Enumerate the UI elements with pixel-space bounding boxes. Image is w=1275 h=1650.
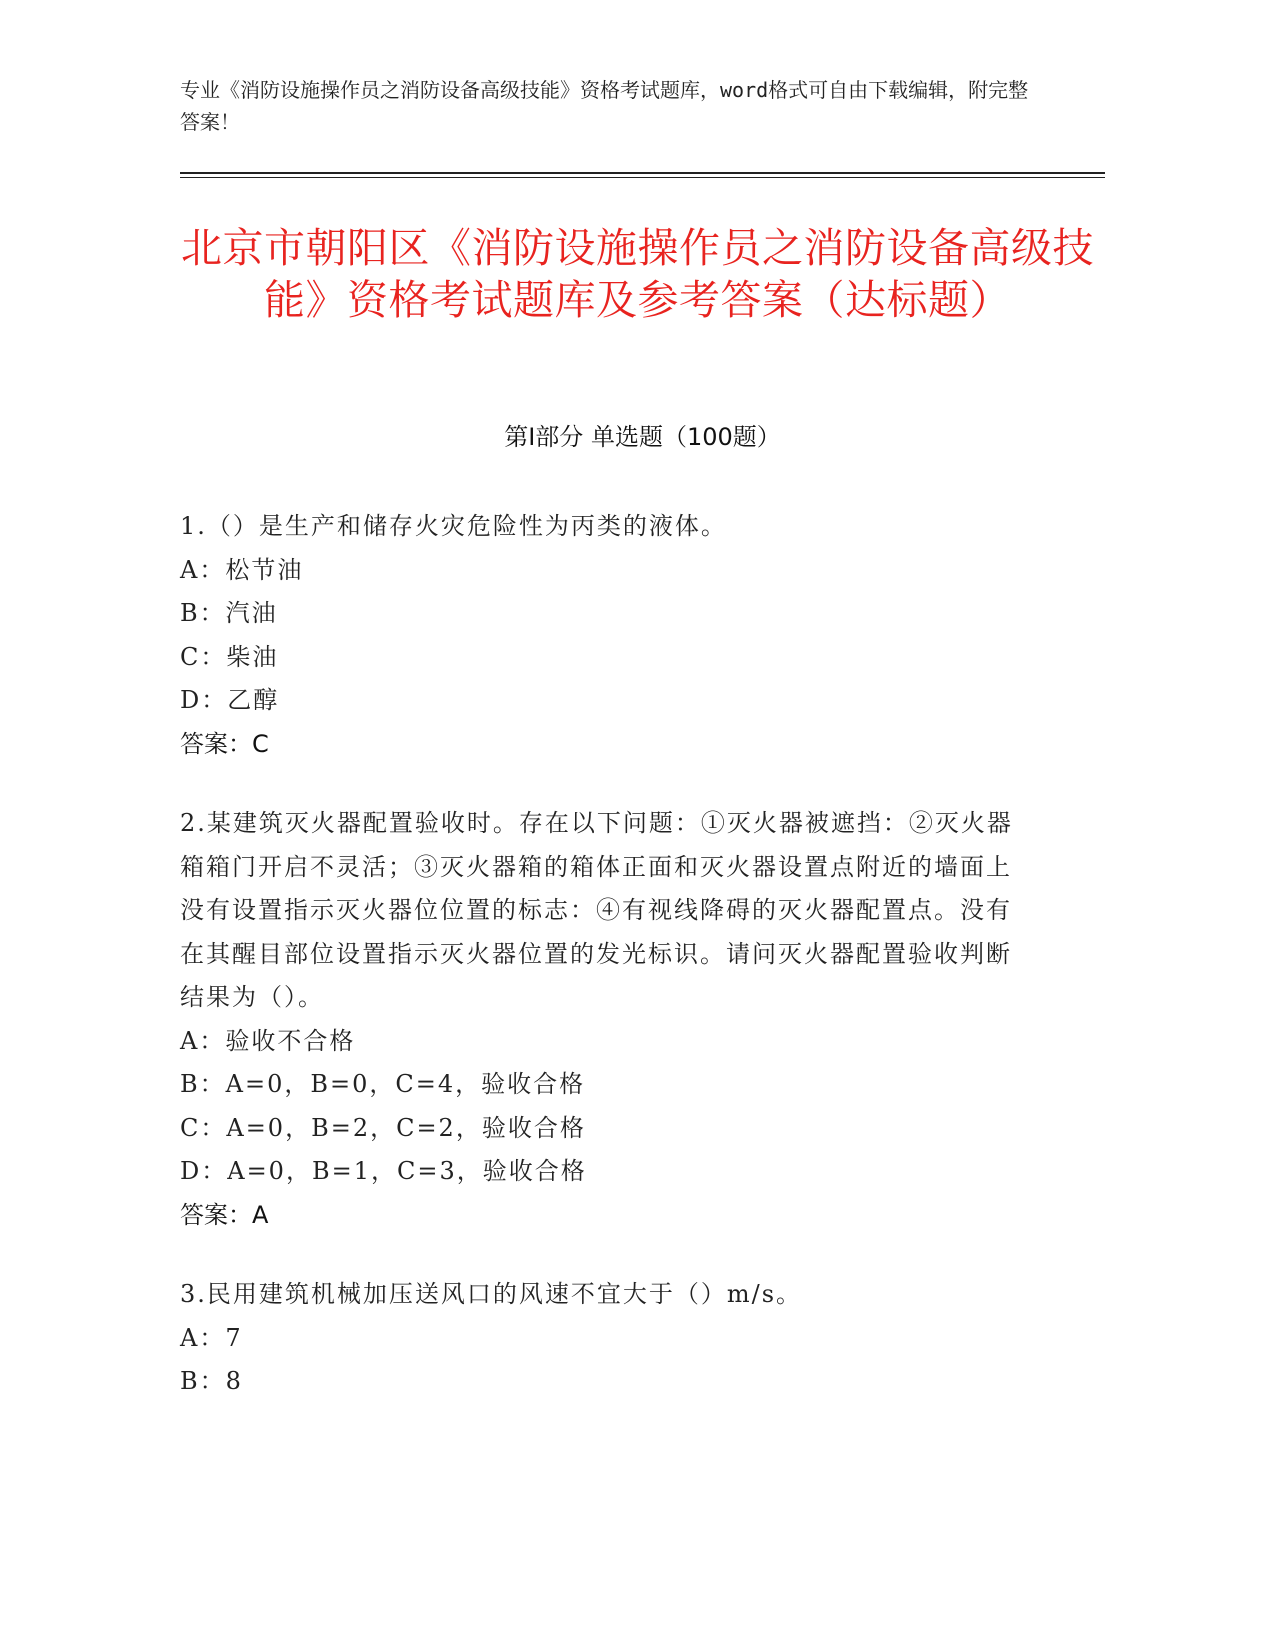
option-b: B：8 — [180, 1367, 243, 1395]
document-title: 北京市朝阳区《消防设施操作员之消防设备高级技能》资格考试题库及参考答案（达标题） — [181, 224, 1094, 324]
answer: 答案：A — [180, 1200, 269, 1229]
header-divider-thin — [180, 177, 1105, 178]
header-divider-thick — [180, 172, 1105, 174]
option-a: A：7 — [180, 1323, 243, 1352]
answer: 答案：C — [180, 729, 269, 758]
option-b: B：A=0，B=0，C=4，验收合格 — [180, 1070, 586, 1098]
question-list — [180, 505, 1030, 1440]
question-stem: 2.某建筑灭火器配置验收时。存在以下问题：①灭火器被遮挡：②灭火器箱箱门开启不灵活；③灭火器箱的箱体正面和灭火器设置点附近的墙面上没有设置指示灭火器位位置的标志：④有视线降碍的灭火器配置点。没有在其醒目部位设置指示灭火器位置的发光标识。请问灭火器配置验收判断结果为（）。 — [180, 809, 1013, 1011]
option-d: D：乙醇 — [180, 686, 280, 714]
question-2 — [180, 802, 1030, 1237]
question-3 — [180, 1273, 1030, 1404]
option-c: C：柴油 — [180, 642, 279, 671]
option-a: A：验收不合格 — [180, 1026, 356, 1055]
header-note: 专业《消防设施操作员之消防设备高级技能》资格考试题库，word格式可自由下载编辑，附完整答案！ — [180, 78, 1029, 134]
section-title: 第Ⅰ部分 单选题（100题） — [504, 423, 781, 451]
option-c: C：A=0，B=2，C=2，验收合格 — [180, 1113, 586, 1142]
option-a: A：松节油 — [180, 555, 304, 584]
question-1 — [180, 505, 1030, 766]
question-stem: 3.民用建筑机械加压送风口的风速不宜大于（）m/s。 — [180, 1280, 803, 1308]
option-b: B：汽油 — [180, 599, 278, 627]
question-stem: 1.（）是生产和储存火灾危险性为丙类的液体。 — [180, 512, 727, 540]
option-d: D：A=0，B=1，C=3，验收合格 — [180, 1157, 587, 1185]
